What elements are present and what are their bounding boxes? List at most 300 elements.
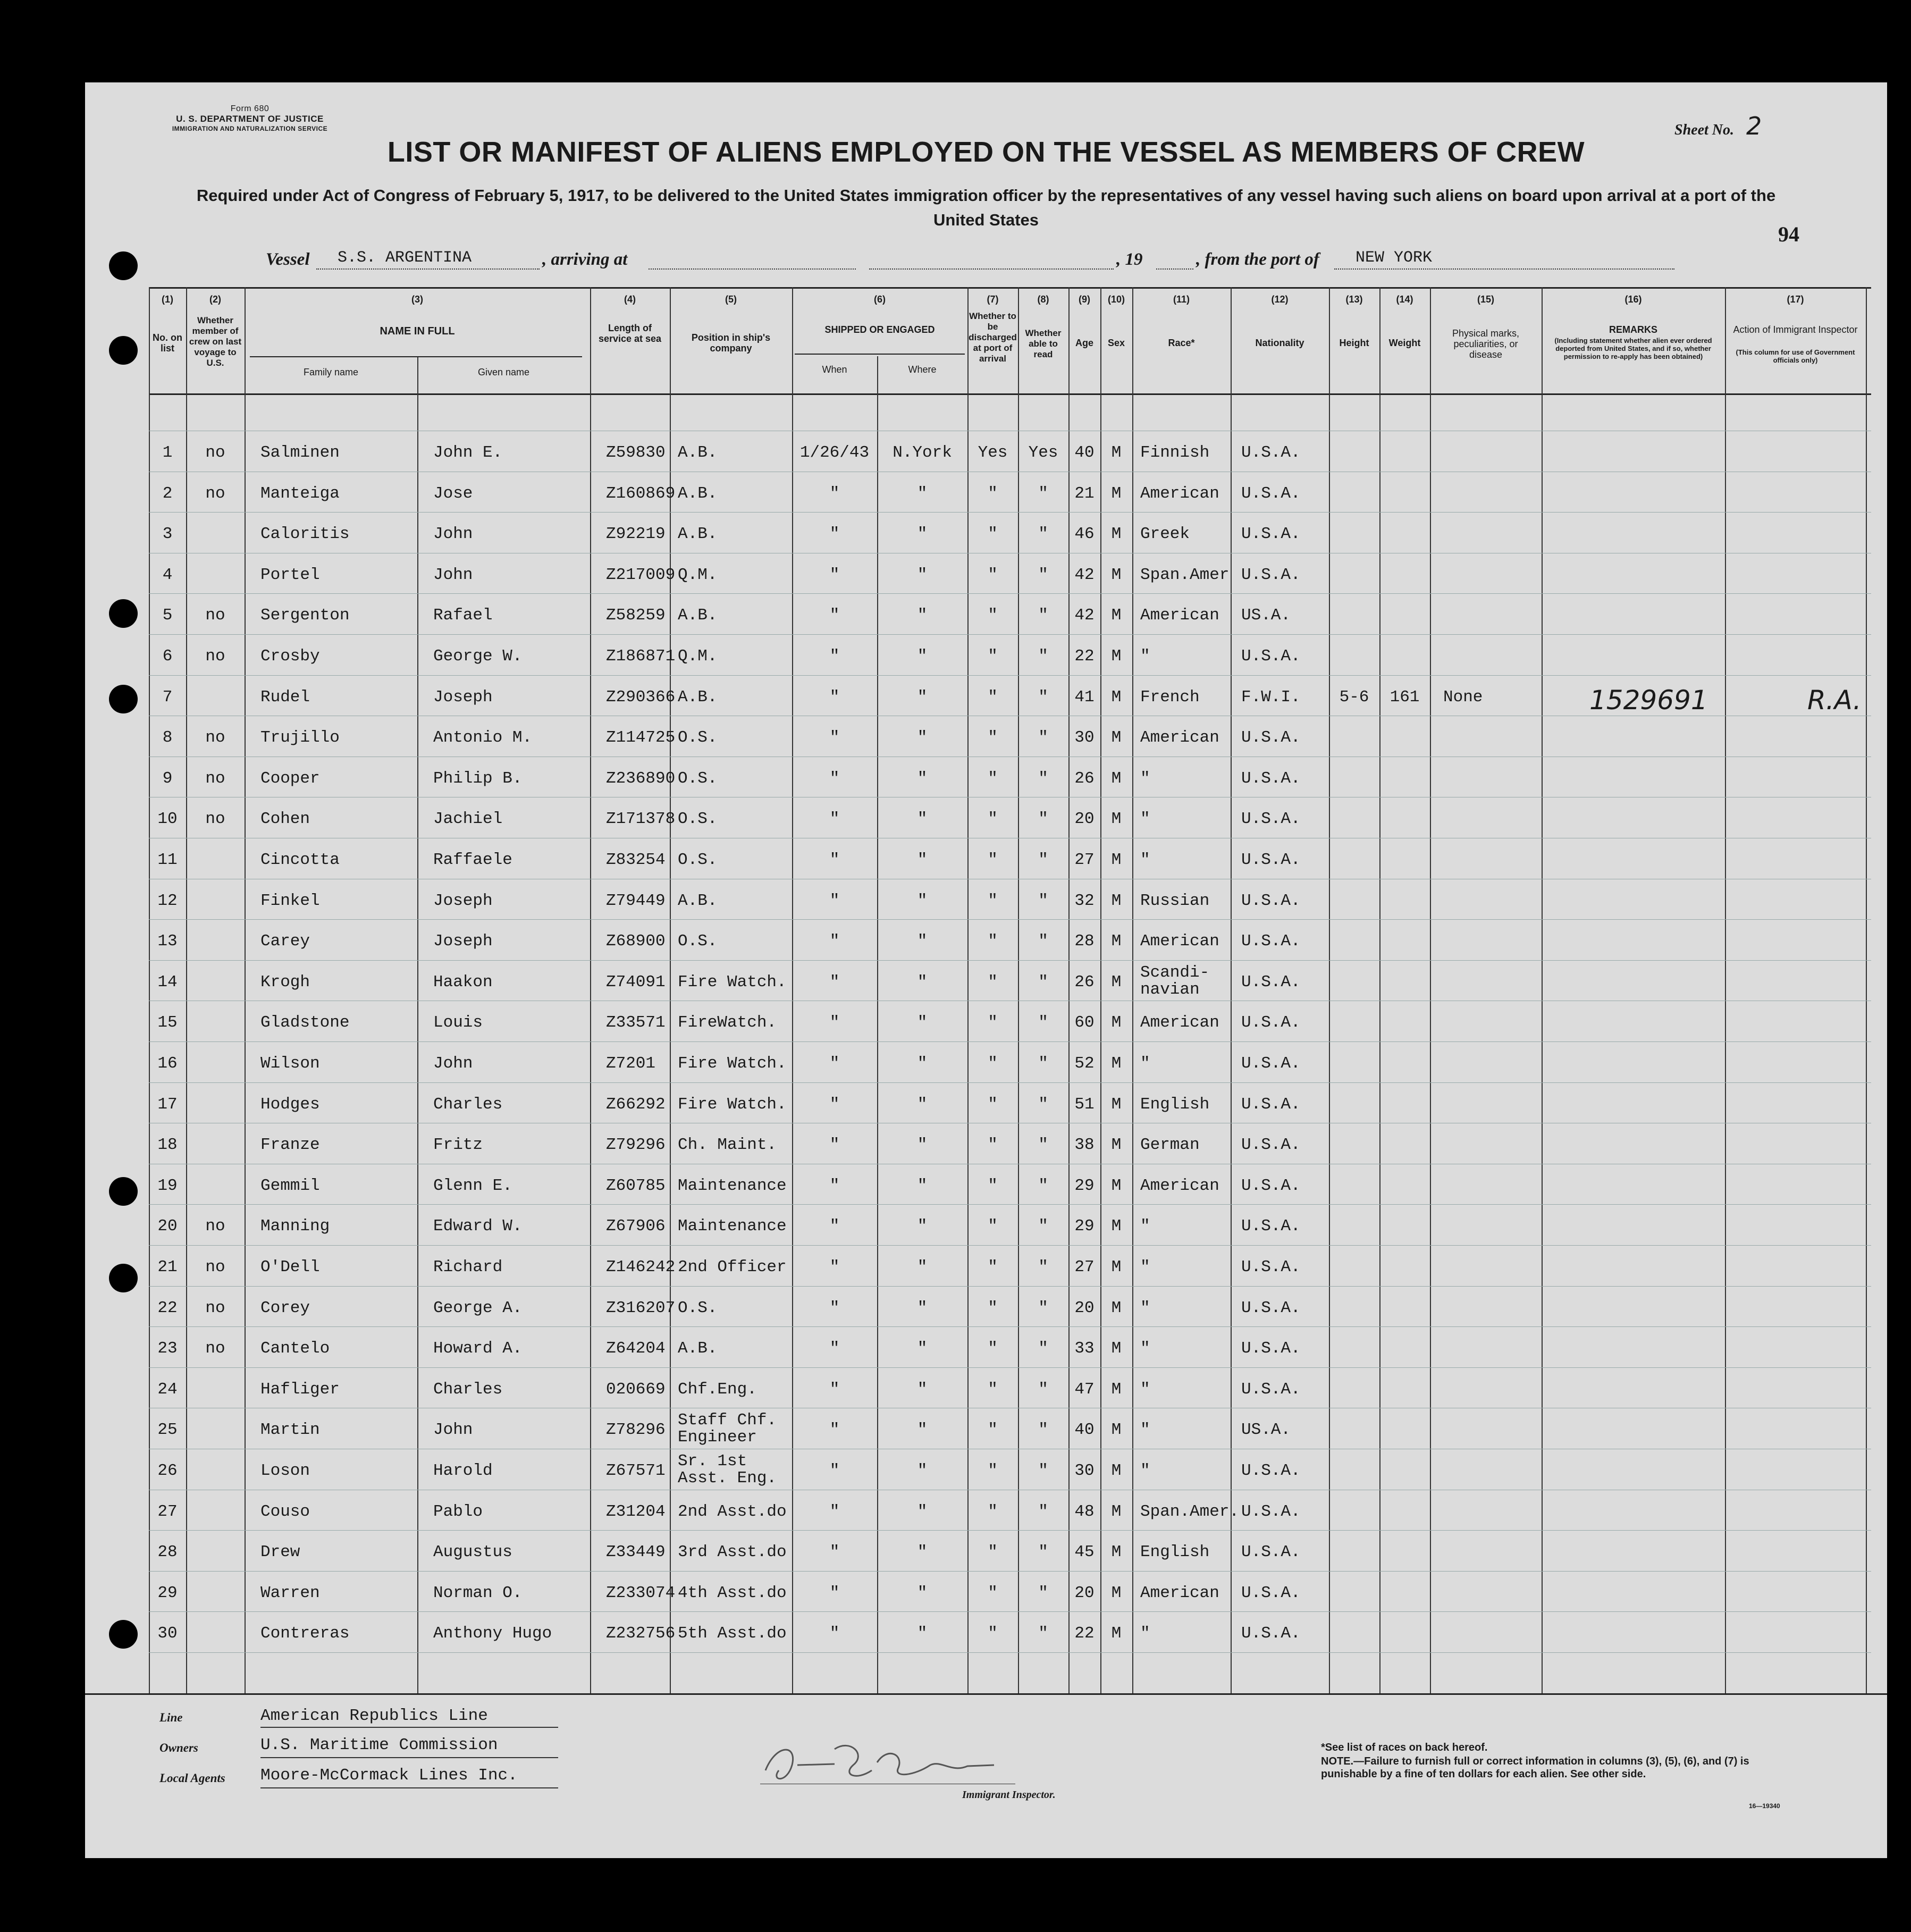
- cell-age: 42: [1074, 606, 1095, 625]
- cell-position: Maintenance: [678, 1177, 787, 1195]
- cell-position: A.B.: [678, 688, 718, 707]
- col-12-number: (12): [1271, 294, 1289, 305]
- cell-nat: U.S.A.: [1241, 1461, 1301, 1480]
- col-3-label: NAME IN FULL: [380, 325, 455, 337]
- cell-where: ": [917, 1624, 928, 1643]
- cell-race: English: [1140, 1095, 1210, 1114]
- cell-when: ": [829, 1584, 840, 1602]
- cell-age: 40: [1074, 443, 1095, 462]
- cell-race: ": [1140, 810, 1150, 828]
- cell-family: Cantelo: [260, 1339, 330, 1358]
- cell-nat: U.S.A.: [1241, 1624, 1301, 1643]
- cell-when: ": [829, 769, 840, 788]
- name-sub-rule: [250, 356, 582, 357]
- vessel-name: S.S. ARGENTINA: [338, 249, 472, 267]
- cell-nat: U.S.A.: [1241, 932, 1301, 951]
- arriving-rule: [649, 268, 856, 270]
- cell-position: A.B.: [678, 1339, 718, 1358]
- cell-given: Anthony Hugo: [433, 1624, 552, 1643]
- cell-no: 15: [157, 1013, 178, 1032]
- cell-last: no: [205, 728, 225, 747]
- cell-action: R.A.: [1807, 685, 1862, 716]
- cell-nat: U.S.A.: [1241, 1217, 1301, 1236]
- cell-service: Z233074: [606, 1584, 676, 1602]
- cell-read: ": [1038, 973, 1048, 992]
- cell-service: Z33449: [606, 1543, 666, 1561]
- cell-age: 30: [1074, 728, 1095, 747]
- cell-race: American: [1140, 606, 1219, 625]
- cell-no: 16: [157, 1054, 178, 1073]
- cell-service: Z78296: [606, 1421, 666, 1439]
- cell-given: Jose: [433, 484, 473, 503]
- cell-position: 3rd Asst.do: [678, 1543, 787, 1561]
- cell-given: Antonio M.: [433, 728, 533, 747]
- cell-age: 26: [1074, 769, 1095, 788]
- row-rule: [149, 1530, 1871, 1531]
- cell-race: ": [1140, 851, 1150, 869]
- cell-race: American: [1140, 1584, 1219, 1602]
- year-label: , 19: [1116, 250, 1143, 269]
- cell-family: Franze: [260, 1136, 320, 1154]
- cell-race: American: [1140, 728, 1219, 747]
- cell-service: Z236890: [606, 769, 676, 788]
- cell-family: Sergenton: [260, 606, 350, 625]
- cell-service: Z92219: [606, 525, 666, 543]
- cell-read: ": [1038, 1584, 1048, 1602]
- cell-age: 21: [1074, 484, 1095, 503]
- cell-family: Martin: [260, 1421, 320, 1439]
- cell-sex: M: [1111, 1421, 1122, 1439]
- cell-service: Z68900: [606, 932, 666, 951]
- col-17-note: (This column for use of Government officials only): [1736, 348, 1855, 364]
- cell-when: ": [829, 1258, 840, 1276]
- cell-family: Loson: [260, 1461, 310, 1480]
- cell-read: Yes: [1028, 443, 1058, 462]
- cell-position: O.S.: [678, 932, 718, 951]
- cell-position: O.S.: [678, 851, 718, 869]
- cell-position: A.B.: [678, 525, 718, 543]
- cell-nat: U.S.A.: [1241, 769, 1301, 788]
- cell-no: 24: [157, 1380, 178, 1399]
- cell-disch: ": [988, 1339, 998, 1358]
- cell-where: ": [917, 1421, 928, 1439]
- cell-read: ": [1038, 566, 1048, 584]
- cell-nat: U.S.A.: [1241, 810, 1301, 828]
- cell-family: Contreras: [260, 1624, 350, 1643]
- cell-no: 18: [157, 1136, 178, 1154]
- from-port: NEW YORK: [1356, 249, 1433, 267]
- cell-nat: U.S.A.: [1241, 443, 1301, 462]
- cell-nat: U.S.A.: [1241, 1584, 1301, 1602]
- cell-family: Cohen: [260, 810, 310, 828]
- cell-service: Z171378: [606, 810, 676, 828]
- cell-race: ": [1140, 1299, 1150, 1317]
- cell-where: ": [917, 688, 928, 707]
- cell-given: Pablo: [433, 1502, 483, 1521]
- cell-read: ": [1038, 1339, 1048, 1358]
- cell-race: ": [1140, 1217, 1150, 1236]
- col-9-number: (9): [1079, 294, 1090, 305]
- col-8-label: Whether able to read: [1025, 328, 1062, 359]
- cell-where: ": [917, 1013, 928, 1032]
- cell-when: ": [829, 566, 840, 584]
- cell-last: no: [205, 769, 225, 788]
- col-1-label: No. on list: [153, 332, 182, 354]
- col-14-number: (14): [1396, 294, 1413, 305]
- cell-service: Z64204: [606, 1339, 666, 1358]
- inspector-label: Immigrant Inspector.: [962, 1789, 1056, 1801]
- cell-disch: ": [988, 1258, 998, 1276]
- page-title: LIST OR MANIFEST OF ALIENS EMPLOYED ON THE VESSEL AS MEMBERS OF CREW: [387, 136, 1585, 168]
- cell-sex: M: [1111, 1136, 1122, 1154]
- cell-last: no: [205, 647, 225, 666]
- cell-age: 20: [1074, 1299, 1095, 1317]
- cell-race: American: [1140, 932, 1219, 951]
- cell-last: no: [205, 484, 225, 503]
- cell-age: 26: [1074, 973, 1095, 992]
- col-4-label: Length of service at sea: [598, 323, 662, 344]
- row-rule: [149, 919, 1871, 920]
- when-header: When: [822, 364, 847, 375]
- cell-no: 2: [162, 484, 173, 503]
- cell-where: ": [917, 728, 928, 747]
- cell-service: Z60785: [606, 1177, 666, 1195]
- cell-read: ": [1038, 1258, 1048, 1276]
- cell-no: 11: [157, 851, 178, 869]
- cell-read: ": [1038, 1421, 1048, 1439]
- cell-nat: US.A.: [1241, 1421, 1291, 1439]
- col-7-label: Whether to be discharged at port of arrival: [969, 311, 1017, 364]
- cell-read: ": [1038, 606, 1048, 625]
- cell-sex: M: [1111, 1502, 1122, 1521]
- cell-where: ": [917, 606, 928, 625]
- cell-no: 13: [157, 932, 178, 951]
- cell-race: ": [1140, 1461, 1150, 1480]
- cell-disch: ": [988, 769, 998, 788]
- row-rule: [149, 960, 1871, 961]
- cell-race: ": [1140, 1339, 1150, 1358]
- cell-disch: ": [988, 647, 998, 666]
- header-bottom-rule: [149, 393, 1871, 395]
- races-note: *See list of races on back hereof.: [1321, 1742, 1488, 1753]
- cell-where: ": [917, 1461, 928, 1480]
- cell-given: Harold: [433, 1461, 493, 1480]
- page-subtitle: Required under Act of Congress of February 5, 1917, to be delivered to the United States immigration officer by the representatives of any vessel having such aliens on board upon arrival at a port of the United States: [196, 186, 1776, 229]
- cell-family: Hodges: [260, 1095, 320, 1114]
- column-rule: [417, 356, 418, 1693]
- cell-service: Z114725: [606, 728, 676, 747]
- cell-family: Krogh: [260, 973, 310, 992]
- cell-when: ": [829, 1095, 840, 1114]
- col-16-label: REMARKS: [1609, 324, 1657, 335]
- cell-race: American: [1140, 484, 1219, 503]
- cell-sex: M: [1111, 566, 1122, 584]
- row-rule: [149, 1204, 1871, 1205]
- cell-sex: M: [1111, 1624, 1122, 1643]
- cell-race: ": [1140, 1258, 1150, 1276]
- cell-race: ": [1140, 1054, 1150, 1073]
- cell-last: no: [205, 1339, 225, 1358]
- cell-race: American: [1140, 1177, 1219, 1195]
- cell-when: ": [829, 647, 840, 666]
- cell-service: Z59830: [606, 443, 666, 462]
- cell-service: 020669: [606, 1380, 666, 1399]
- cell-sex: M: [1111, 688, 1122, 707]
- cell-position: Q.M.: [678, 566, 718, 584]
- cell-sex: M: [1111, 769, 1122, 788]
- cell-race: ": [1140, 1624, 1150, 1643]
- cell-family: Crosby: [260, 647, 320, 666]
- cell-disch: ": [988, 484, 998, 503]
- cell-sex: M: [1111, 892, 1122, 910]
- cell-service: Z160869: [606, 484, 676, 503]
- cell-no: 19: [157, 1177, 178, 1195]
- cell-position: A.B.: [678, 606, 718, 625]
- vessel-label: Vessel: [266, 250, 310, 269]
- cell-read: ": [1038, 525, 1048, 543]
- form-header: [154, 104, 346, 134]
- column-rule: [1329, 287, 1330, 1693]
- cell-where: ": [917, 525, 928, 543]
- row-rule: [149, 675, 1871, 676]
- cell-given: George A.: [433, 1299, 523, 1317]
- cell-family: Salminen: [260, 443, 340, 462]
- cell-read: ": [1038, 728, 1048, 747]
- cell-disch: ": [988, 1177, 998, 1195]
- cell-disch: ": [988, 1013, 998, 1032]
- cell-age: 20: [1074, 810, 1095, 828]
- cell-disch: ": [988, 728, 998, 747]
- cell-read: ": [1038, 1136, 1048, 1154]
- agents-label: Local Agents: [159, 1771, 225, 1785]
- cell-nat: F.W.I.: [1241, 688, 1301, 707]
- cell-where: ": [917, 1217, 928, 1236]
- col-8-number: (8): [1037, 294, 1049, 305]
- cell-nat: U.S.A.: [1241, 1136, 1301, 1154]
- cell-read: ": [1038, 1217, 1048, 1236]
- cell-given: Philip B.: [433, 769, 523, 788]
- cell-family: Couso: [260, 1502, 310, 1521]
- cell-service: Z67571: [606, 1461, 666, 1480]
- cell-no: 3: [162, 525, 173, 543]
- cell-service: Z79449: [606, 892, 666, 910]
- cell-race: French: [1140, 688, 1200, 707]
- cell-last: no: [205, 1258, 225, 1276]
- cell-disch: ": [988, 1624, 998, 1643]
- cell-sex: M: [1111, 1584, 1122, 1602]
- cell-given: John: [433, 525, 473, 543]
- cell-age: 45: [1074, 1543, 1095, 1561]
- where-header: Where: [908, 364, 937, 375]
- cell-sex: M: [1111, 606, 1122, 625]
- cell-disch: Yes: [978, 443, 1008, 462]
- cell-disch: ": [988, 688, 998, 707]
- cell-age: 28: [1074, 932, 1095, 951]
- cell-last: no: [205, 443, 225, 462]
- cell-family: Cincotta: [260, 851, 340, 869]
- cell-read: ": [1038, 851, 1048, 869]
- col-7-number: (7): [987, 294, 999, 305]
- cell-nat: U.S.A.: [1241, 647, 1301, 666]
- cell-service: Z79296: [606, 1136, 666, 1154]
- cell-when: ": [829, 1136, 840, 1154]
- column-rule: [245, 287, 246, 1693]
- cell-service: Z58259: [606, 606, 666, 625]
- cell-service: Z217009: [606, 566, 676, 584]
- cell-when: ": [829, 851, 840, 869]
- binder-hole: [109, 685, 138, 713]
- col-16-note: (Including statement whether alien ever ordered deported from United States, and if so, whether permission to re-apply has been obtained): [1554, 337, 1712, 360]
- cell-read: ": [1038, 1502, 1048, 1521]
- cell-where: ": [917, 1339, 928, 1358]
- cell-given: John E.: [433, 443, 503, 462]
- cell-race: ": [1140, 769, 1150, 788]
- cell-when: ": [829, 1013, 840, 1032]
- cell-family: Manning: [260, 1217, 330, 1236]
- col-3-number: (3): [411, 294, 423, 305]
- cell-service: Z83254: [606, 851, 666, 869]
- cell-no: 4: [162, 566, 173, 584]
- cell-age: 60: [1074, 1013, 1095, 1032]
- row-rule: [149, 1041, 1871, 1042]
- cell-service: Z232756: [606, 1624, 676, 1643]
- cell-given: Richard: [433, 1258, 503, 1276]
- cell-sex: M: [1111, 1339, 1122, 1358]
- cell-sex: M: [1111, 1299, 1122, 1317]
- cell-where: ": [917, 1584, 928, 1602]
- cell-family: Caloritis: [260, 525, 350, 543]
- date-rule: [869, 268, 1114, 270]
- cell-age: 22: [1074, 1624, 1095, 1643]
- cell-disch: ": [988, 1095, 998, 1114]
- cell-service: Z290366: [606, 688, 676, 707]
- cell-race: Finnish: [1140, 443, 1210, 462]
- print-code: 16—19340: [1749, 1802, 1780, 1810]
- cell-disch: ": [988, 525, 998, 543]
- cell-disch: ": [988, 566, 998, 584]
- col-12-label: Nationality: [1255, 338, 1304, 348]
- row-rule: [149, 1367, 1871, 1368]
- cell-sex: M: [1111, 1258, 1122, 1276]
- binder-hole: [109, 1620, 138, 1649]
- cell-position: 2nd Asst.do: [678, 1502, 787, 1521]
- cell-nat: U.S.A.: [1241, 525, 1301, 543]
- cell-disch: ": [988, 932, 998, 951]
- cell-read: ": [1038, 1177, 1048, 1195]
- cell-position: Fire Watch.: [678, 1054, 787, 1073]
- cell-no: 5: [162, 606, 173, 625]
- cell-service: Z31204: [606, 1502, 666, 1521]
- cell-given: Joseph: [433, 932, 493, 951]
- column-rule: [1132, 287, 1133, 1693]
- vessel-line: [266, 245, 1786, 276]
- cell-family: O'Dell: [260, 1258, 320, 1276]
- cell-no: 29: [157, 1584, 178, 1602]
- cell-disch: ": [988, 1543, 998, 1561]
- cell-given: Fritz: [433, 1136, 483, 1154]
- cell-family: Hafliger: [260, 1380, 340, 1399]
- sheet-number-value: 2: [1746, 112, 1762, 140]
- cell-when: ": [829, 932, 840, 951]
- column-rule: [1542, 287, 1543, 1693]
- cell-nat: U.S.A.: [1241, 566, 1301, 584]
- cell-where: ": [917, 566, 928, 584]
- row-rule: [149, 1326, 1871, 1327]
- cell-given: John: [433, 566, 473, 584]
- col-17-label: Action of Immigrant Inspector: [1733, 324, 1858, 335]
- cell-where: N.York: [893, 443, 952, 462]
- cell-read: ": [1038, 1054, 1048, 1073]
- cell-sex: M: [1111, 1217, 1122, 1236]
- cell-read: ": [1038, 1095, 1048, 1114]
- arriving-label: , arriving at: [542, 250, 628, 269]
- cell-read: ": [1038, 1013, 1048, 1032]
- cell-height: 5-6: [1339, 688, 1369, 707]
- col-4-number: (4): [624, 294, 636, 305]
- owners-rule: [260, 1757, 558, 1758]
- cell-sex: M: [1111, 973, 1122, 992]
- cell-family: Gemmil: [260, 1177, 320, 1195]
- cell-nat: U.S.A.: [1241, 892, 1301, 910]
- cell-family: Gladstone: [260, 1013, 350, 1032]
- cell-position: FireWatch.: [678, 1013, 777, 1032]
- cell-position: Staff Chf. Engineer: [678, 1411, 777, 1447]
- cell-position: Fire Watch.: [678, 1095, 787, 1114]
- cell-marks: None: [1443, 688, 1483, 707]
- cell-service: Z146242: [606, 1258, 676, 1276]
- cell-age: 20: [1074, 1584, 1095, 1602]
- cell-position: A.B.: [678, 892, 718, 910]
- cell-disch: ": [988, 892, 998, 910]
- cell-given: Norman O.: [433, 1584, 523, 1602]
- cell-family: Portel: [260, 566, 320, 584]
- cell-sex: M: [1111, 1095, 1122, 1114]
- cell-where: ": [917, 1380, 928, 1399]
- cell-where: ": [917, 1299, 928, 1317]
- column-rule: [1866, 287, 1867, 1693]
- cell-position: O.S.: [678, 728, 718, 747]
- col-2-label: Whether member of crew on last voyage to U.S.: [189, 315, 242, 368]
- cell-family: Cooper: [260, 769, 320, 788]
- cell-sex: M: [1111, 647, 1122, 666]
- line-label: Line: [159, 1711, 183, 1724]
- table-bottom-rule: [85, 1693, 1887, 1695]
- binder-hole: [109, 599, 138, 628]
- cell-no: 14: [157, 973, 178, 992]
- cell-position: 5th Asst.do: [678, 1624, 787, 1643]
- cell-nat: U.S.A.: [1241, 1380, 1301, 1399]
- cell-last: no: [205, 1217, 225, 1236]
- cell-when: ": [829, 892, 840, 910]
- cell-race: Greek: [1140, 525, 1190, 543]
- cell-sex: M: [1111, 484, 1122, 503]
- col-16-number: (16): [1624, 294, 1642, 305]
- cell-read: ": [1038, 1461, 1048, 1480]
- year-rule: [1156, 268, 1193, 270]
- row-rule: [149, 1286, 1871, 1287]
- cell-no: 23: [157, 1339, 178, 1358]
- cell-sex: M: [1111, 728, 1122, 747]
- cell-when: ": [829, 1054, 840, 1073]
- binder-hole: [109, 1177, 138, 1206]
- col-13-number: (13): [1345, 294, 1363, 305]
- cell-sex: M: [1111, 525, 1122, 543]
- row-rule: [149, 1571, 1871, 1572]
- cell-read: ": [1038, 647, 1048, 666]
- col-9-label: Age: [1075, 338, 1093, 348]
- service-name: IMMIGRATION AND NATURALIZATION SERVICE: [172, 125, 328, 132]
- col-15-label: Physical marks, peculiarities, or disease: [1452, 328, 1520, 360]
